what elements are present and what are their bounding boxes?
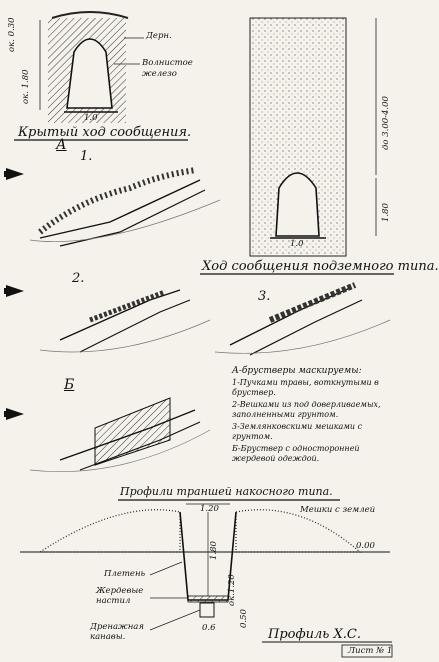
grass-parapet: [40, 170, 196, 232]
drain-leader: [150, 610, 200, 630]
sketch-a1: [4, 168, 220, 246]
legend-item-1: 1-Пучками травы, воткнутыми в бруствер.: [232, 378, 379, 397]
drain-channel: [200, 603, 214, 617]
covered-dim-height: ок. 1.80: [21, 69, 31, 104]
covered-dim-base: 1.0: [84, 113, 98, 123]
covered-dim-top: ок. 0.30: [7, 17, 17, 52]
underground-arch: [276, 173, 319, 236]
trench-profile-title: Профили траншей накосного типа.: [120, 485, 333, 498]
label-drain: Дренажная канавы.: [90, 622, 145, 642]
pole-decking: [188, 596, 228, 602]
fig-1-label: 1.: [80, 149, 93, 164]
legend-item-3: 3-Землянковскими мешками с грунтом.: [232, 422, 363, 441]
wattle-leader: [150, 562, 182, 575]
fig-2-label: 2.: [72, 271, 85, 286]
sketch2-edge-2: [80, 300, 190, 352]
dim-depth: 1.80: [209, 541, 219, 560]
dim-bottom: 0.50: [239, 609, 249, 628]
dim-top-width: 1.20: [200, 504, 219, 514]
pole-revetment-wall: [95, 398, 170, 465]
group-a-label: А: [56, 137, 67, 153]
underground-passage-title: Ход сообщения подземного типа.: [202, 259, 439, 274]
label-iron: Волнистое железо: [142, 58, 193, 79]
covered-passage-title: Крытый ход сообщения.: [18, 125, 192, 140]
legend-heading: А-брустверы маскируемы:: [232, 366, 362, 376]
label-sandbags: Мешки с землей: [300, 505, 376, 515]
dim-distance: ок.1.20: [227, 574, 237, 606]
underground-passage-section: [200, 18, 394, 274]
label-wattle: Плетень: [104, 569, 146, 579]
sketch3-ground: [215, 320, 390, 353]
fig-3-label: 3.: [258, 289, 271, 304]
sketch-2: [4, 285, 210, 352]
label-ground: Дерн.: [146, 31, 172, 41]
left-mound: [40, 510, 180, 552]
sketch-b: [4, 398, 210, 472]
sketch-3: [215, 285, 390, 355]
legend-item-2: 2-Вешками из под доверливаемых, заполненными грунтом.: [232, 400, 381, 419]
arrow-a1-shaft: [4, 171, 14, 177]
turf-top: [52, 12, 128, 18]
profile-xc-title: Профиль Х.С.: [268, 627, 361, 642]
dim-base: 0.6: [202, 623, 216, 633]
arrow-2-shaft: [4, 288, 14, 294]
underground-dim-total: до 3.00-4.00: [381, 96, 391, 150]
sketch2-ground: [40, 320, 210, 352]
sheet-number: Лист № 1: [348, 646, 393, 656]
label-pole-decking: Жердевые настил: [96, 586, 144, 606]
underground-dim-base: 1.0: [290, 239, 304, 249]
sketch3-sandbags: [270, 285, 355, 320]
elevation-label: 0.00: [356, 541, 375, 551]
underground-dim-inner: 1.80: [381, 203, 391, 222]
right-mound: [236, 510, 360, 552]
legend-item-4: Б-Бруствер с односторонней жердевой одеждой.: [232, 444, 360, 463]
sketch2-baskets: [90, 292, 165, 320]
legend-block: [232, 366, 394, 464]
arrow-b-shaft: [4, 411, 14, 417]
trench-edge-2: [60, 190, 205, 246]
group-b-label: Б: [64, 377, 75, 393]
